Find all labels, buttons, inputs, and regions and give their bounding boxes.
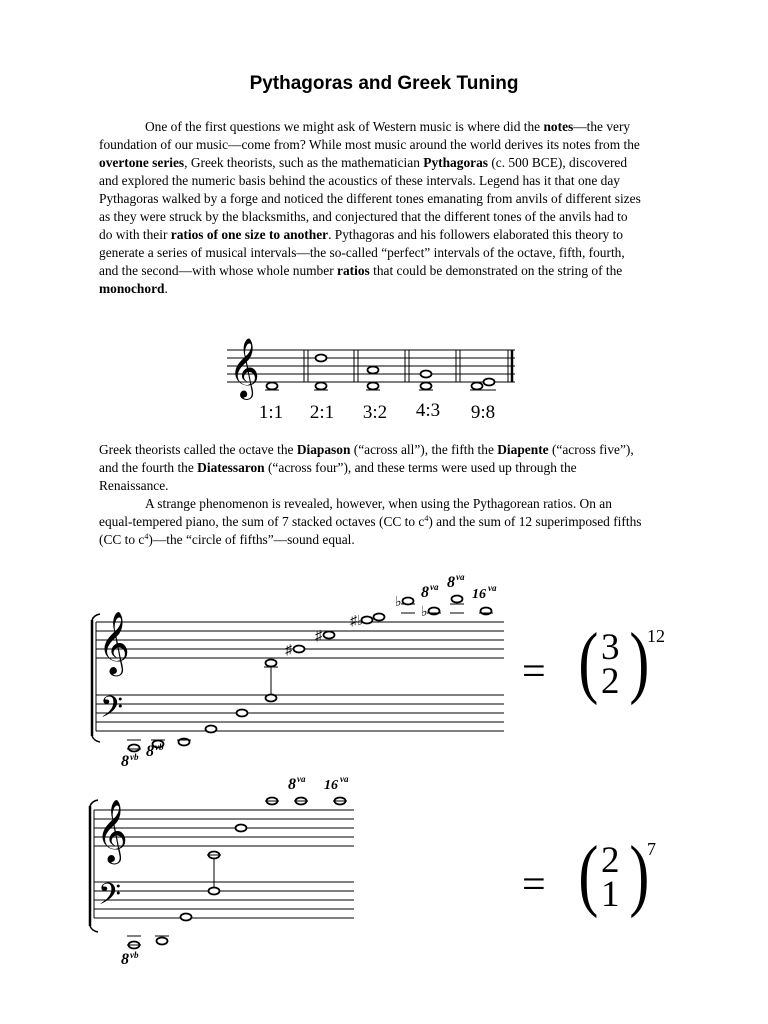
para3-run: A strange phenomenon is revealed, however, when using the Pythagorean ratios. On an equal-tempered piano, the sum of 7 stacked octaves (CC to c <box>99 496 612 529</box>
exponent: 7 <box>647 839 656 859</box>
8vb-suffix: vb <box>155 742 164 752</box>
para1-run: One of the first questions we might ask of Western music is where did the <box>145 119 544 134</box>
sharp-icon: ♯ <box>350 614 357 629</box>
para3-run: ) and the sum of 12 superimposed fifths (CC to c <box>99 514 642 547</box>
fraction-denominator: 1 <box>601 874 620 915</box>
fifths-notes <box>127 596 493 752</box>
exponent: 12 <box>647 626 665 646</box>
fraction-numerator: 2 <box>601 840 620 881</box>
interval-notes <box>265 355 496 391</box>
para3-run: 4 <box>144 532 149 541</box>
para2-run: (“across all”), the fifth the <box>350 442 498 457</box>
para1-run: notes <box>543 119 574 134</box>
para1-run: (c. 500 BCE), discovered and explored the numeric basis behind the acoustics of these intervals. Legend has it that one day Pythagoras walked by a forge and noticed the different tones emanating from anvils of different sizes as they were struck by the blacksmiths, and conjectured that the different tones of the anvils had to do with their <box>99 155 641 242</box>
page-title: Pythagoras and Greek Tuning <box>249 73 519 94</box>
8vb-mark: 8 <box>146 743 154 760</box>
8va-mark: 8 <box>447 574 455 591</box>
8va-mark: 8 <box>288 776 296 793</box>
16va-mark: 16 <box>324 778 338 793</box>
fifth-notes <box>366 367 380 391</box>
right-paren: ) <box>629 618 650 706</box>
fraction-denominator: 2 <box>601 661 620 702</box>
para1-run: ratios of one size to another <box>170 227 329 242</box>
para1-run: . Pythagoras and his followers elaborated this theory to generate a series of musical intervals—the so-called “perfect” intervals of the octave, fifth, fourth, and the second—with whose whole number <box>99 227 625 278</box>
bass-staff <box>94 882 354 918</box>
para2-run: Diapente <box>497 442 549 457</box>
octave-notes <box>127 798 347 949</box>
left-paren: ( <box>578 831 599 919</box>
para1-run: that could be demonstrated on the string of the <box>369 263 623 278</box>
fifths-equation <box>522 618 682 713</box>
octaves-equation <box>522 831 682 926</box>
8vb-suffix: vb <box>130 950 139 960</box>
intro-paragraph <box>99 118 644 298</box>
sharp-icon: ♯ <box>315 629 322 644</box>
8va-suffix: va <box>430 582 439 592</box>
ratio-label-fourth: 4:3 <box>415 400 441 421</box>
fraction-numerator: 3 <box>601 627 620 668</box>
para2-run: Diatessaron <box>197 460 265 475</box>
ratio-label-unison: 1:1 <box>258 402 284 423</box>
bass-staff <box>96 695 504 731</box>
para2-run: Diapason <box>296 442 351 457</box>
terms-section <box>99 441 644 549</box>
8vb-suffix: vb <box>130 752 139 762</box>
para3-run: )—the “circle of fifths”—sound equal. <box>148 532 355 547</box>
8va-suffix: va <box>456 572 465 582</box>
para1-run: , Greek theorists, such as the mathematician <box>184 155 424 170</box>
para1-run: —the very foundation of our music—come from? While most music around the world derives its notes from the <box>99 119 640 152</box>
treble-staff <box>94 810 354 846</box>
flat-icon: ♭ <box>421 605 428 620</box>
fourth-notes <box>419 371 433 391</box>
16va-suffix: va <box>340 774 349 784</box>
8va-suffix: va <box>297 774 306 784</box>
para-phenomenon <box>99 495 644 549</box>
sharp-icon: ♯ <box>285 643 292 658</box>
8va-mark: 8 <box>421 584 429 601</box>
octave-notes <box>314 355 328 391</box>
unison-notes <box>265 383 279 391</box>
ratio-label-second: 9:8 <box>470 402 496 423</box>
right-paren: ) <box>629 831 650 919</box>
second-notes <box>470 379 496 391</box>
para1-run: ratios <box>337 263 370 278</box>
ratio-label-octave: 2:1 <box>309 402 335 423</box>
para2-run: Greek theorists called the octave the <box>99 442 297 457</box>
8vb-mark: 8 <box>121 753 129 770</box>
para2-run: (“across five”), and the fourth the <box>99 442 634 475</box>
flat-icon: ♭ <box>357 614 364 629</box>
octaves-octave-marks <box>121 774 349 968</box>
equals-sign: = <box>522 649 546 695</box>
16va-suffix: va <box>488 583 497 593</box>
para1-run: monochord <box>99 281 165 296</box>
interval-examples-figure <box>225 338 525 426</box>
16va-mark: 16 <box>472 587 486 602</box>
bass-clef-icon: 𝄢 <box>98 878 122 918</box>
para-greek-terms <box>99 441 644 495</box>
octaves-grand-staff <box>84 770 364 970</box>
treble-clef-icon: 𝄞 <box>96 801 128 861</box>
flat-icon: ♭ <box>395 595 402 610</box>
para3-run: 4 <box>424 514 429 523</box>
para2-run: (“across four”), and these terms were used up through the Renaissance. <box>99 460 577 493</box>
ratio-label-fifth: 3:2 <box>362 402 388 423</box>
fifths-grand-staff <box>84 570 514 770</box>
para1-run: Pythagoras <box>423 155 488 170</box>
para1-run: overtone series <box>99 155 185 170</box>
ratio-labels <box>259 400 495 423</box>
para1-run: . <box>164 281 168 296</box>
left-paren: ( <box>578 618 599 706</box>
equals-sign: = <box>522 862 546 908</box>
bass-clef-icon: 𝄢 <box>100 691 124 731</box>
8vb-mark: 8 <box>121 951 129 968</box>
treble-clef-icon: 𝄞 <box>98 613 130 673</box>
para-overtones <box>99 118 644 298</box>
treble-clef-icon: 𝄞 <box>229 340 260 397</box>
